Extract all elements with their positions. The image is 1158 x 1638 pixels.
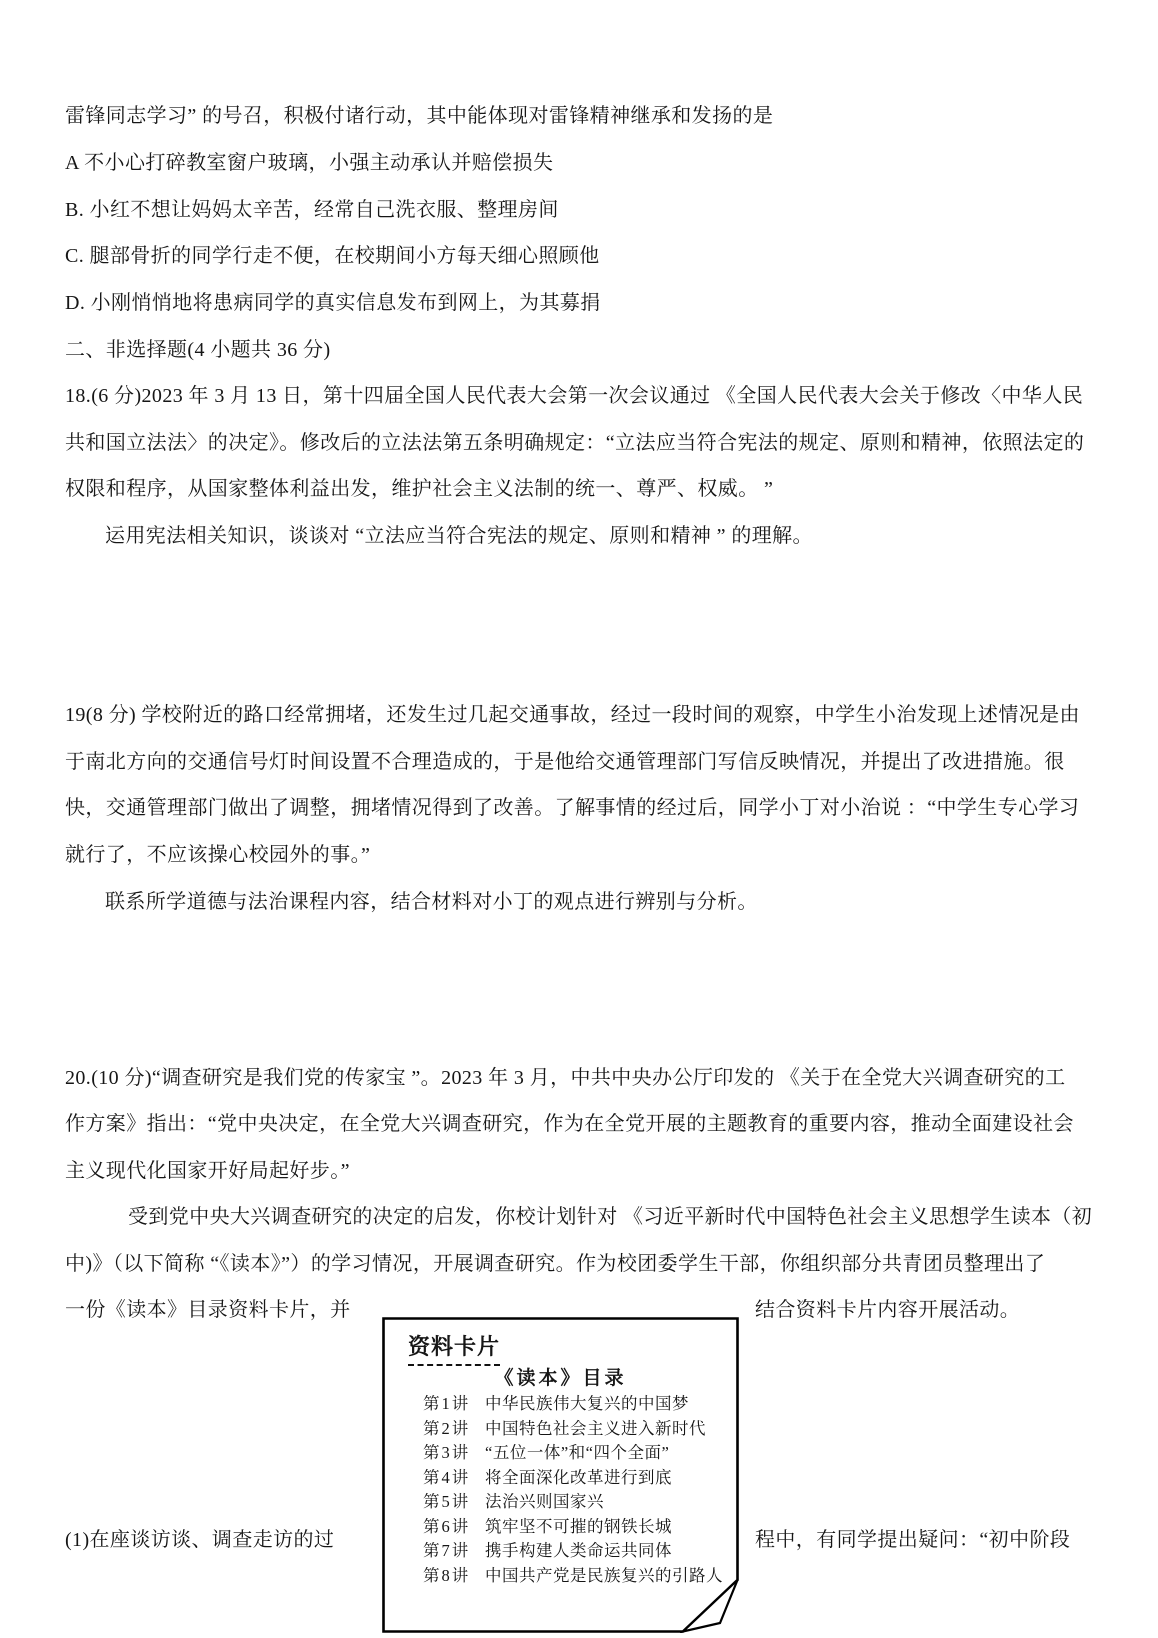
card-item-4-num: 第4讲 [423, 1468, 471, 1487]
section-2-header: 二、非选择题(4 小题共 36 分) [65, 339, 331, 361]
card-item-8-num: 第8讲 [423, 1566, 471, 1585]
card-item-1-num: 第1讲 [423, 1394, 471, 1413]
q19-task: 联系所学道德与法治课程内容，结合材料对小丁的观点进行辨别与分析。 [105, 891, 758, 913]
q20-sub1-right: 程中，有同学提出疑问：“初中阶段 [755, 1529, 1071, 1551]
q20-wrap-right: 结合资料卡片内容开展活动。 [755, 1299, 1021, 1321]
q19-line-1: 19(8 分) 学校附近的路口经常拥堵，还发生过几起交通事故，经过一段时间的观察，中学生小治发现上述情况是由 [65, 704, 1080, 726]
card-item-6-num: 第6讲 [423, 1517, 471, 1536]
card-item-5-num: 第5讲 [423, 1492, 471, 1511]
card-item-3-num: 第3讲 [423, 1443, 471, 1462]
card-title: 资料卡片 [408, 1330, 500, 1366]
q20-line-4: 受到党中央大兴调查研究的决定的启发，你校计划针对 《习近平新时代中国特色社会主义思想学生读本（初 [128, 1206, 1093, 1228]
q17-stem-continuation: 雷锋同志学习” 的号召，积极付诸行动，其中能体现对雷锋精神继承和发扬的是 [65, 105, 774, 127]
q17-option-a: A 不小心打碎教室窗户玻璃，小强主动承认并赔偿损失 [65, 152, 554, 174]
card-item-2-num: 第2讲 [423, 1419, 471, 1438]
q17-option-d: D. 小刚悄悄地将患病同学的真实信息发布到网上，为其募捐 [65, 292, 601, 314]
card-item-5 [423, 1488, 604, 1512]
q18-line-3: 权限和程序，从国家整体利益出发，维护社会主义法制的统一、尊严、权威。 ” [65, 478, 774, 500]
q20-line-2: 作方案》指出：“党中央决定，在全党大兴调查研究，作为在全党开展的主题教育的重要内容，推动全面建设社会 [65, 1113, 1074, 1135]
card-item-6 [423, 1513, 672, 1537]
card-item-8-title: 中国共产党是民族复兴的引路人 [485, 1566, 723, 1585]
q19-line-2: 于南北方向的交通信号灯时间设置不合理造成的，于是他给交通管理部门写信反映情况，并提出了改进措施。很 [65, 751, 1065, 773]
card-item-1 [423, 1390, 689, 1414]
card-subtitle: 《读本》目录 [494, 1368, 627, 1389]
card-item-7-num: 第7讲 [423, 1541, 471, 1560]
q19-line-3: 快，交通管理部门做出了调整，拥堵情况得到了改善。了解事情的经过后，同学小丁对小治说 ：“中学生专心学习 [65, 797, 1080, 819]
card-item-5-title: 法治兴则国家兴 [485, 1492, 604, 1511]
q17-option-c: C. 腿部骨折的同学行走不便，在校期间小方每天细心照顾他 [65, 245, 600, 267]
q17-option-b: B. 小红不想让妈妈太辛苦，经常自己洗衣服、整理房间 [65, 199, 559, 221]
card-item-2 [423, 1415, 706, 1439]
q18-line-1: 18.(6 分)2023 年 3 月 13 日，第十四届全国人民代表大会第一次会议通过 《全国人民代表大会关于修改〈中华人民 [65, 385, 1084, 407]
card-item-1-title: 中华民族伟大复兴的中国梦 [485, 1394, 689, 1413]
q20-sub1-left: (1)在座谈访谈、调查走访的过 [65, 1529, 335, 1551]
q18-task: 运用宪法相关知识，谈谈对 “立法应当符合宪法的规定、原则和精神 ” 的理解。 [105, 525, 813, 547]
card-item-7-title: 携手构建人类命运共同体 [485, 1541, 672, 1560]
q20-line-1: 20.(10 分)“调查研究是我们党的传家宝 ”。2023 年 3 月，中共中央办公厅印发的 《关于在全党大兴调查研究的工 [65, 1067, 1066, 1089]
q19-line-4: 就行了，不应该操心校园外的事。” [65, 844, 371, 866]
card-item-8 [423, 1562, 723, 1586]
card-item-3 [423, 1439, 669, 1463]
q20-line-3: 主义现代化国家开好局起好步。” [65, 1160, 350, 1182]
card-item-3-title: “五位一体”和“四个全面” [485, 1443, 670, 1462]
q18-line-2: 共和国立法法〉的决定》。修改后的立法法第五条明确规定：“立法应当符合宪法的规定、原则和精神，依照法定的 [65, 432, 1085, 454]
card-item-4-title: 将全面深化改革进行到底 [485, 1468, 672, 1487]
card-item-7 [423, 1537, 672, 1561]
card-item-2-title: 中国特色社会主义进入新时代 [485, 1419, 706, 1438]
q20-line-5: 中)》（以下简称 “《读本》”）的学习情况，开展调查研究。作为校团委学生干部，你组织部分共青团员整理出了 [65, 1253, 1046, 1275]
material-card [382, 1317, 739, 1633]
card-item-4 [423, 1464, 672, 1488]
card-item-6-title: 筑牢坚不可摧的钢铁长城 [485, 1517, 672, 1536]
q20-wrap-left: 一份《读本》目录资料卡片，并 [65, 1299, 351, 1321]
